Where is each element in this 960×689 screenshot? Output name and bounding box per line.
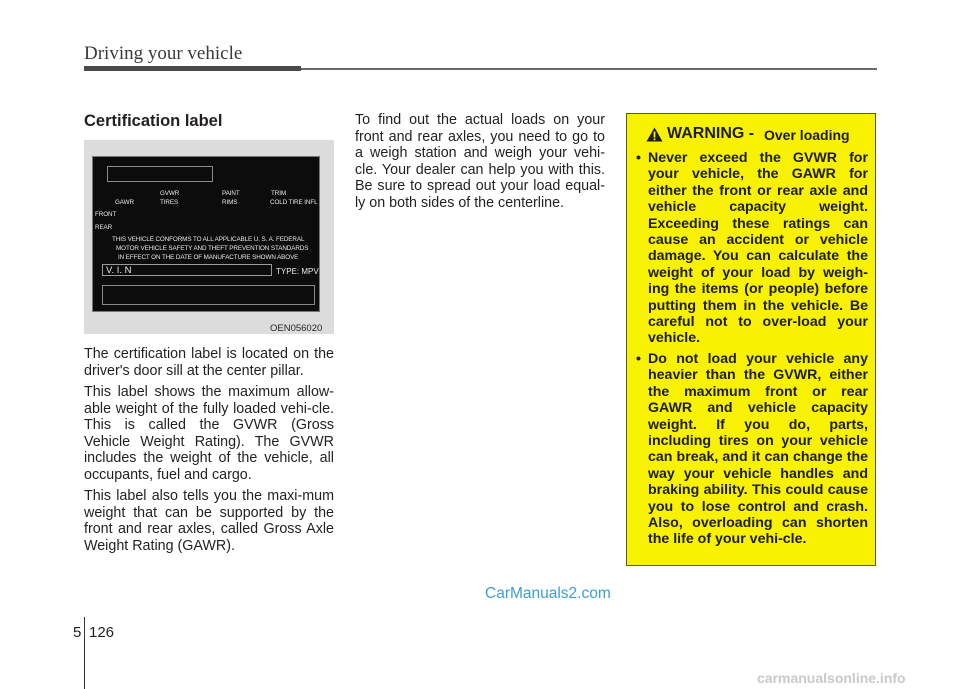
plate-gvwr: GVWR [160,190,180,197]
header-rule-dark [84,66,301,71]
plate-cold-tire-infl: COLD TIRE INFL [270,199,318,206]
header-rule-light [301,68,877,70]
warning-triangle-icon [646,127,663,142]
bullet-icon: • [636,350,641,367]
watermark-link[interactable]: CarManuals2.com [485,585,611,602]
plate-paint: PAINT [222,190,240,197]
warning-item [636,351,868,548]
body-paragraph-location: The certification label is located on the driver's door sill at the center pillar. [84,346,334,379]
body-paragraph-weigh-station: To find out the actual loads on your front and rear axles, you need to go to a weigh station and weigh your vehi-cle. Your dealer can help you with this. Be sure to spread out your load equal-ly on both sides of the centerline. [355,112,605,211]
plate-gawr: GAWR [115,199,134,206]
plate-conform-line-3: IN EFFECT ON THE DATE OF MANUFACTURE SHOWN ABOVE [118,254,299,261]
footer-page-number: 126 [89,624,115,641]
body-paragraph-gawr: This label also tells you the maxi-mum weight that can be supported by the front and rear axles, called Gross Axle Weight Rating (GAWR). [84,488,334,554]
plate-front: FRONT [95,211,117,218]
plate-vin-box [102,264,272,276]
plate-rear: REAR [95,224,113,231]
warning-item [636,150,868,347]
plate-trim: TRIM [271,190,286,197]
bullet-icon: • [636,150,641,166]
plate-tires: TIRES [160,199,179,206]
plate-type: TYPE: MPV [276,267,319,276]
plate-blank-box [107,166,213,182]
plate-vin: V. I. N [106,265,132,276]
warning-item-text: Do not load your vehicle any heavier than the GVWR, either the maximum front or rear GAWR and vehicle capacity weight. If you do, parts, including tires on your vehicle can break, and it can change the way your vehicle handles and braking ability. This could cause you to lose control and crash. Also, overloading can shorten the life of your vehi-cle. [648,350,868,548]
warning-title: WARNING - [667,125,755,142]
warning-subtitle: Over loading [764,127,850,143]
plate-rims: RIMS [222,199,238,206]
certification-label-plate [92,156,320,312]
plate-conform-line-2: MOTOR VEHICLE SAFETY AND THEFT PREVENTION STANDARDS [116,245,309,252]
section-title: Certification label [84,112,223,130]
plate-bottom-box [102,285,315,305]
warning-list [636,150,868,552]
footer-site-watermark: carmanualsonline.info [757,670,906,686]
figure-code: OEN056020 [270,323,323,334]
page-header-title: Driving your vehicle [84,43,243,64]
body-paragraph-gvwr: This label shows the maximum allow-able weight of the fully loaded vehi-cle. This is called the GVWR (Gross Vehicle Weight Rating). The GVWR includes the weight of the vehicle, all occupants, fuel and cargo. [84,384,334,483]
certification-label-figure [84,140,334,334]
footer-chapter-number: 5 [73,624,82,641]
warning-box [626,113,876,566]
footer-divider [84,617,85,689]
plate-conform-line-1: THIS VEHICLE CONFORMS TO ALL APPLICABLE U. S. A. FEDERAL [112,236,305,243]
warning-item-text: Never exceed the GVWR for your vehicle, the GAWR for either the front or rear axle and vehicle capacity weight. Exceeding these ratings can cause an accident or vehicle damage. You can calculate the weight of your load by weigh-ing the items (or people) before putting them in the vehicle. Be careful not to over-load your vehicle. [648,150,868,347]
